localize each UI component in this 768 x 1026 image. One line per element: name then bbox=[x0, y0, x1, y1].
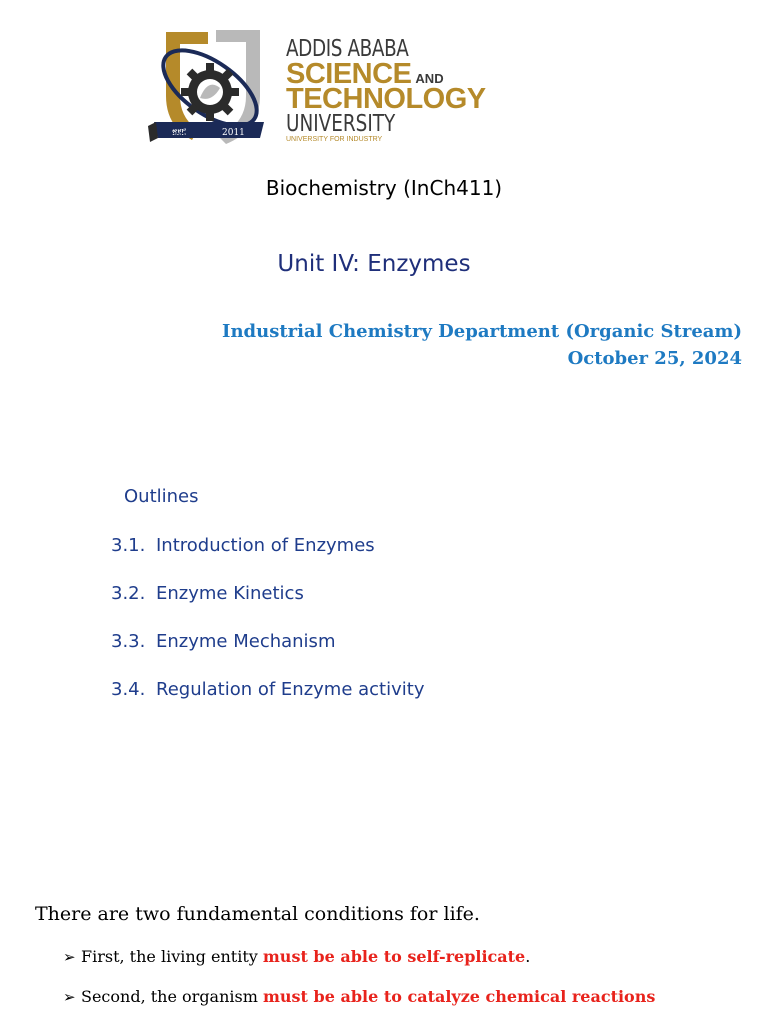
outline-item bbox=[111, 630, 424, 678]
logo-and: AND bbox=[415, 71, 444, 86]
outline-item bbox=[111, 534, 424, 582]
outline-item-label: Enzyme Kinetics bbox=[156, 583, 304, 604]
condition-prefix: Second, the organism bbox=[81, 987, 263, 1006]
document-date: October 25, 2024 bbox=[567, 348, 742, 369]
logo-tagline: UNIVERSITY FOR INDUSTRY bbox=[286, 136, 383, 143]
logo-university: UNIVERSITY bbox=[286, 111, 396, 137]
logo-wordmark bbox=[286, 36, 576, 146]
condition-item bbox=[63, 946, 655, 986]
arrow-bullet-icon: ➢ bbox=[63, 948, 76, 966]
logo-science: SCIENCE bbox=[286, 58, 412, 90]
department-block bbox=[222, 318, 742, 372]
outline-item-label: Regulation of Enzyme activity bbox=[156, 679, 425, 700]
outline-item-number: 3.3. bbox=[111, 631, 146, 652]
condition-prefix: First, the living entity bbox=[81, 947, 263, 966]
outline-heading: Outlines bbox=[124, 486, 199, 507]
outline-item-number: 3.1. bbox=[111, 535, 146, 556]
department-name: Industrial Chemistry Department (Organic Stream) bbox=[222, 321, 742, 342]
outline-item bbox=[111, 582, 424, 630]
university-logo bbox=[146, 26, 576, 150]
outline-item-label: Enzyme Mechanism bbox=[156, 631, 336, 652]
course-title: Biochemistry (InCh411) bbox=[265, 176, 503, 200]
intro-paragraph: There are two fundamental conditions for life. bbox=[35, 903, 480, 925]
outline-list bbox=[111, 534, 424, 726]
condition-suffix: . bbox=[525, 947, 531, 966]
condition-item bbox=[63, 986, 655, 1026]
emblem-year-text: 2011 bbox=[222, 128, 245, 138]
outline-item bbox=[111, 678, 424, 726]
outline-item-number: 3.4. bbox=[111, 679, 146, 700]
logo-technology: TECHNOLOGY bbox=[286, 83, 486, 115]
condition-emphasis: must be able to self-replicate bbox=[262, 947, 526, 966]
condition-emphasis: must be able to catalyze chemical reactions bbox=[262, 987, 656, 1006]
unit-title: Unit IV: Enzymes bbox=[277, 251, 471, 277]
university-emblem-icon bbox=[146, 26, 274, 150]
outline-item-label: Introduction of Enzymes bbox=[156, 535, 375, 556]
logo-addis-ababa: ADDIS ABABA bbox=[286, 36, 409, 62]
arrow-bullet-icon: ➢ bbox=[63, 988, 76, 1006]
conditions-list bbox=[63, 946, 655, 1026]
emblem-script-text: ፳፻፫ bbox=[172, 127, 187, 136]
outline-item-number: 3.2. bbox=[111, 583, 146, 604]
